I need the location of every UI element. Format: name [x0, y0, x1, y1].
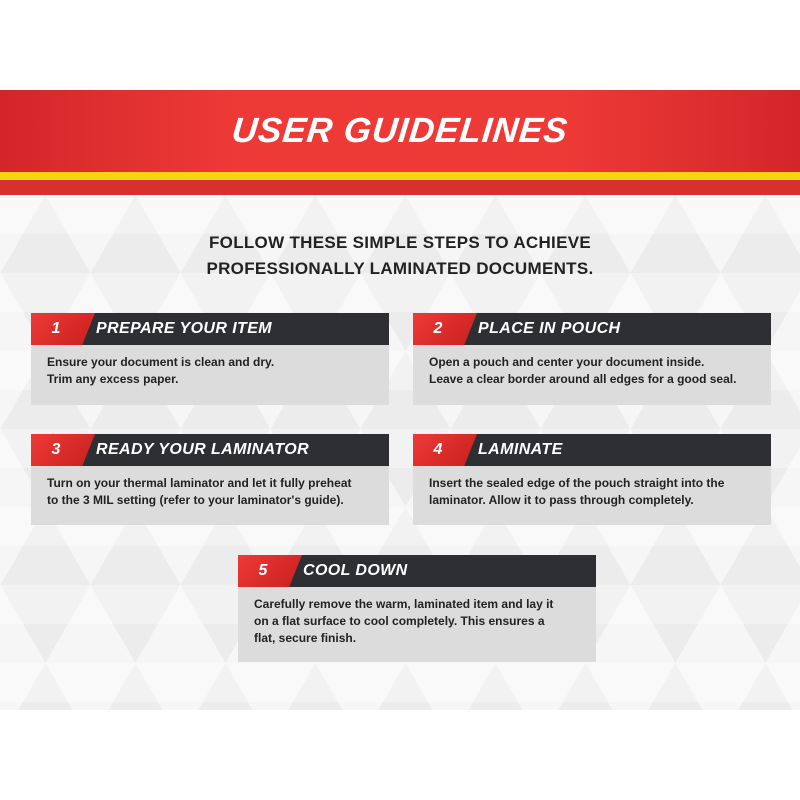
step-card-header: [413, 313, 771, 345]
step-card-1: [31, 313, 389, 405]
step-number-badge: 3: [31, 434, 81, 466]
step-description-line: laminator. Allow it to pass through completely.: [429, 493, 694, 507]
step-description-line: Insert the sealed edge of the pouch straight into the: [429, 476, 725, 490]
step-description: [413, 466, 771, 525]
step-description-line: to the 3 MIL setting (refer to your laminator's guide).: [47, 493, 344, 507]
step-description: [31, 345, 389, 405]
step-card-header: [31, 434, 389, 466]
step-number-badge: 4: [413, 434, 463, 466]
intro-text: [0, 230, 800, 282]
step-title: PREPARE YOUR ITEM: [96, 320, 273, 337]
step-description-line: Open a pouch and center your document inside.: [429, 355, 705, 369]
yellow-accent-stripe: [0, 172, 800, 180]
step-description-line: Leave a clear border around all edges for a good seal.: [429, 372, 737, 386]
step-title: COOL DOWN: [303, 562, 408, 579]
step-description-line: flat, secure finish.: [254, 631, 357, 645]
step-description: [413, 345, 771, 405]
step-number-badge: 1: [31, 313, 81, 345]
intro-line-1: FOLLOW THESE SIMPLE STEPS TO ACHIEVE: [208, 233, 591, 252]
step-card-header: [413, 434, 771, 466]
step-number-badge: 5: [238, 555, 288, 587]
step-description-line: on a flat surface to cool completely. This ensures a: [254, 614, 545, 628]
step-number-badge: 2: [413, 313, 463, 345]
step-card-2: [413, 313, 771, 405]
step-card-5: [238, 555, 596, 662]
page-title: USER GUIDELINES: [230, 111, 571, 150]
red-accent-stripe: [0, 180, 800, 195]
step-card-header: [238, 555, 596, 587]
step-description: [31, 466, 389, 525]
step-description: [238, 587, 596, 662]
step-description-line: Turn on your thermal laminator and let it fully preheat: [47, 476, 352, 490]
step-description-line: Carefully remove the warm, laminated item and lay it: [254, 597, 554, 611]
step-card-header: [31, 313, 389, 345]
step-title: READY YOUR LAMINATOR: [96, 441, 310, 458]
intro-line-2: PROFESSIONALLY LAMINATED DOCUMENTS.: [206, 259, 594, 278]
header-banner: [0, 90, 800, 172]
step-title: LAMINATE: [478, 441, 563, 458]
step-description-line: Ensure your document is clean and dry.: [47, 355, 275, 369]
step-title: PLACE IN POUCH: [478, 320, 621, 337]
step-description-line: Trim any excess paper.: [47, 372, 179, 386]
step-card-4: [413, 434, 771, 525]
step-card-3: [31, 434, 389, 525]
